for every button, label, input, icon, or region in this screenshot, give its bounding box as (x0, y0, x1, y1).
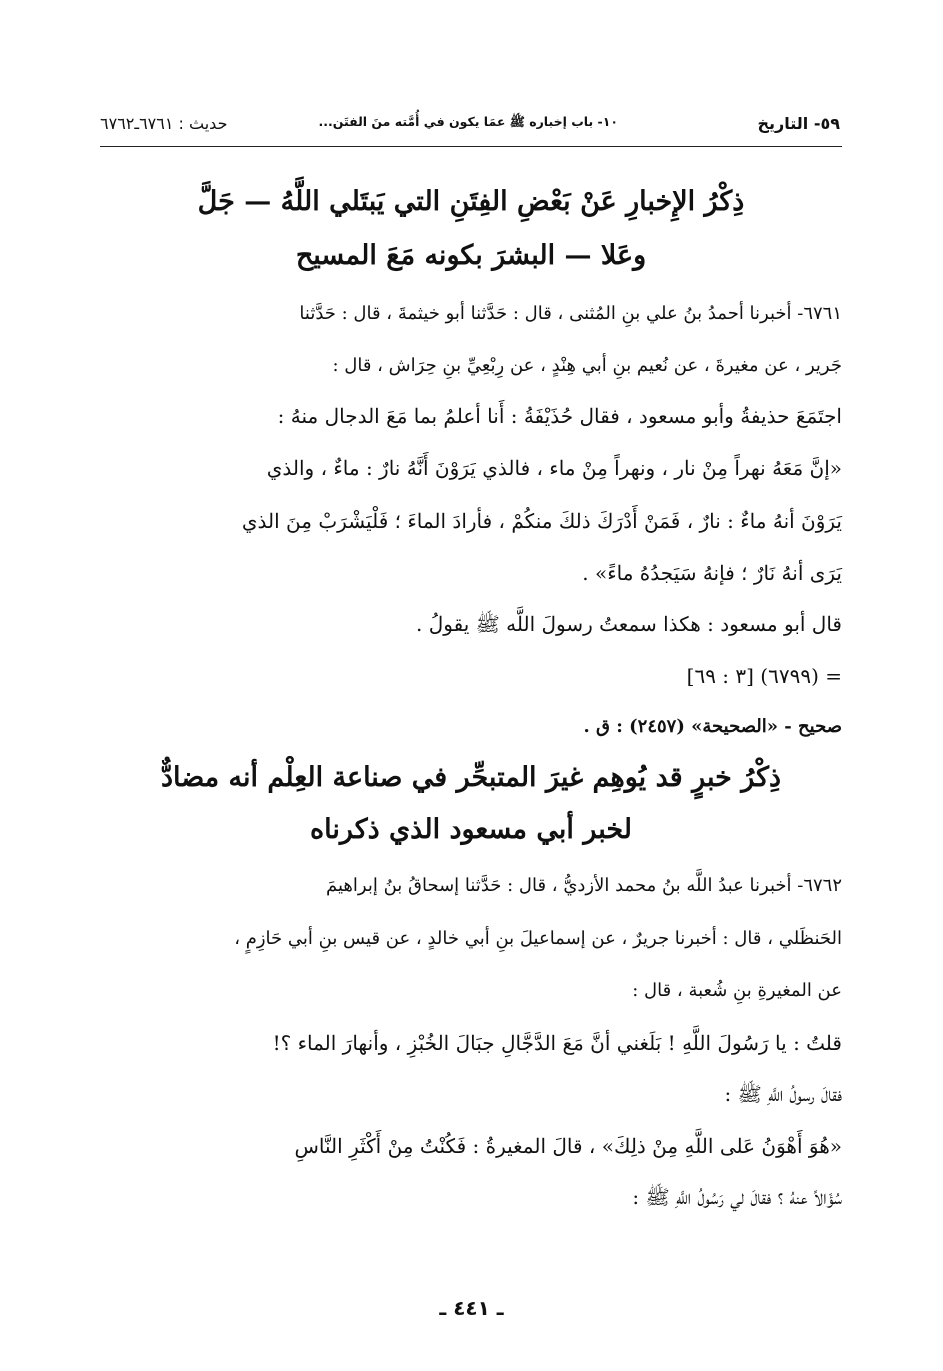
header-rule (100, 146, 842, 147)
hadith-6761-grade: صحيح - «الصحيحة» (٢٤٥٧) : ق . (583, 716, 842, 737)
hadith-6762-line-6: «هُوَ أَهْوَنُ عَلى اللَّهِ مِنْ ذلِكَ» ، قالَ المغيرةُ : فَكُنْتُ مِنْ أَكْثَرِ النَّاسِ (294, 1134, 842, 1158)
section-heading-1-line-2: وعَلا — البشرَ بكونه مَعَ المسيح (295, 240, 647, 271)
section-heading-1-line-1: ذِكْرُ الإِخبارِ عَنْ بَعْضِ الفِتَنِ التي يَبتَلي اللَّهُ — جَلَّ (197, 186, 745, 217)
header-hadith-range: حديث : ٦٧٦١ـ٦٧٦٢ (100, 114, 228, 133)
hadith-6761-line-2: جَرير ، عن مغيرةَ ، عن نُعيم بنِ أبي هِنْدٍ ، عن رِبْعِيِّ بنِ حِرَاش ، قال : (332, 355, 842, 376)
running-header (100, 108, 840, 144)
hadith-6761-line-1: ٦٧٦١- أخبرنا أحمدُ بنُ علي بنِ المُثنى ، قال : حَدَّثنا أبو خيثمةَ ، قال : حَدَّثنا (299, 303, 842, 324)
hadith-6761-line-4: «إنَّ مَعَهُ نهراً مِنْ نار ، ونهراً مِنْ ماء ، فالذي يَرَوْنَ أَنَّهُ نارٌ : ماءٌ ، والذي (266, 456, 842, 480)
hadith-6762-line-4: قلتُ : يا رَسُولَ اللَّهِ ! بَلَغني أنَّ مَعَ الدَّجَّالِ جبَالَ الخُبْزِ ، وأنهارَ الماء ؟! (272, 1031, 842, 1055)
hadith-6761-line-5: يَرَوْنَ أنهُ ماءٌ : نارٌ ، فَمَنْ أَدْرَكَ ذلكَ منكُمْ ، فأرادَ الماءَ ؛ فَلْيَشْرَبْ مِنَ الذي (241, 509, 842, 533)
page-number: ـ ٤٤١ ـ (439, 1296, 504, 1320)
hadith-6762-line-1: ٦٧٦٢- أخبرنا عبدُ اللَّه بنُ محمد الأزديُّ ، قال : حَدَّثنا إسحاقُ بنُ إبراهيمَ (326, 875, 842, 896)
hadith-6762-line-2: الحَنظَلي ، قال : أخبرنا جريرٌ ، عن إسماعيلَ بنِ أبي خالدٍ ، عن قيس بنِ أبي حَازِمٍ ، (234, 928, 842, 949)
hadith-6762-line-3: عن المغيرةِ بنِ شُعبة ، قال : (632, 980, 842, 1001)
hadith-6761-line-6: يَرَى أنهُ نَارٌ ؛ فإنهُ سَيَجدُهُ ماءً» . (582, 561, 842, 585)
hadith-6761-reference: = (٦٧٩٩) [٣ : ٦٩] (686, 664, 842, 688)
hadith-6762-line-5: فقالَ رسولُ اللَّهِ ﷺ : (724, 1082, 842, 1106)
hadith-6762-line-7: سُؤَالاً عنهُ ؟ فقالَ لي رَسُولُ اللَّهِ ﷺ : (632, 1185, 842, 1209)
section-heading-2-line-2: لخبر أبي مسعود الذي ذكرناه (309, 814, 633, 845)
hadith-6761-line-3: اجتَمَعَ حذيفةُ وأبو مسعود ، فقال حُذَيْفَةُ : أَنا أعلمُ بما مَعَ الدجال منهُ : (277, 404, 842, 428)
header-section: ١٠- باب إخباره ﷺ عمَا يكون في أُمَّته منَ الفتَن... (318, 114, 618, 129)
hadith-6761-line-7: قال أبو مسعود : هكذا سمعتُ رسولَ اللَّه ﷺ يقولُ . (416, 612, 842, 636)
section-heading-2-line-1: ذِكْرُ خبرٍ قد يُوهِم غيرَ المتبحِّر في صناعة العِلْم أنه مضادٌّ (161, 762, 781, 793)
header-chapter: ٥٩- التاريخ (757, 114, 840, 133)
